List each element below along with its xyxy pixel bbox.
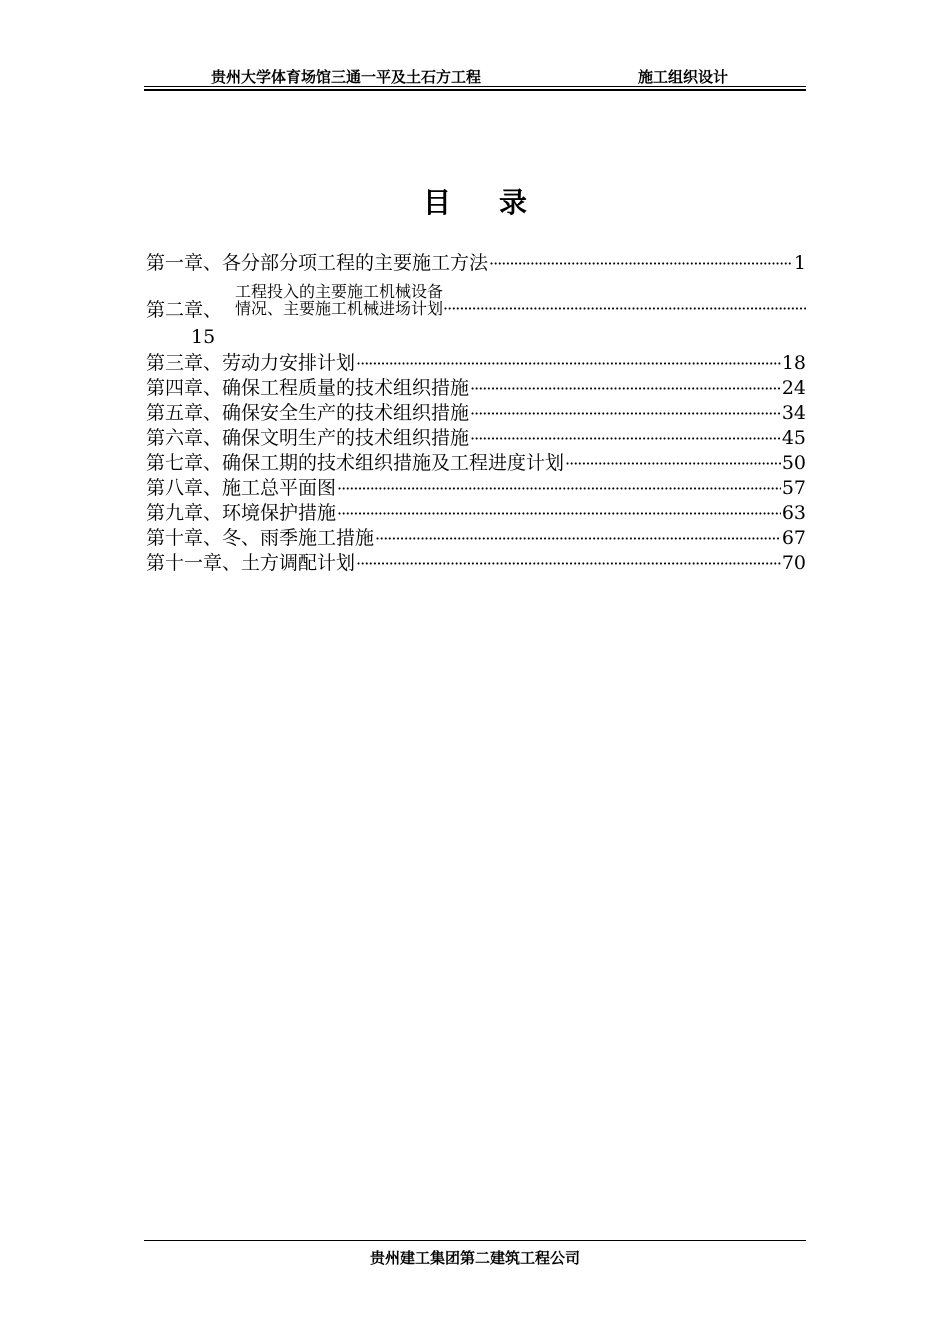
toc-leader-dots	[443, 300, 806, 317]
page-header	[144, 64, 806, 86]
toc-item-5[interactable]	[146, 401, 806, 426]
toc-leader-dots	[356, 351, 781, 376]
toc-item-page: 15	[191, 326, 216, 348]
toc-item-label-line2: 情况、主要施工机械进场计划	[235, 300, 444, 317]
toc-item-page: 50	[781, 452, 806, 474]
toc-item-1[interactable]	[146, 250, 806, 277]
toc-leader-dots	[489, 250, 793, 277]
toc-item-label: 第十章、冬、雨季施工措施	[146, 527, 375, 549]
toc-item-7[interactable]	[146, 451, 806, 476]
toc-leader-dots	[337, 501, 781, 526]
toc-item-2-page-row	[146, 323, 806, 351]
table-of-contents	[146, 250, 806, 576]
footer-company: 贵州建工集团第二建筑工程公司	[369, 1249, 580, 1267]
toc-item-label: 第六章、确保文明生产的技术组织措施	[146, 427, 470, 449]
toc-item-page: 24	[781, 377, 806, 399]
header-rule-thick	[144, 89, 806, 91]
toc-item-label: 第七章、确保工期的技术组织措施及工程进度计划	[146, 452, 565, 474]
toc-item-8[interactable]	[146, 476, 806, 501]
toc-item-page: 67	[781, 527, 806, 549]
toc-item-page: 57	[781, 477, 806, 499]
toc-leader-dots	[470, 401, 781, 426]
header-project-title: 贵州大学体育场馆三通一平及土石方工程	[211, 68, 482, 86]
toc-item-6[interactable]	[146, 426, 806, 451]
toc-leader-dots	[375, 526, 781, 551]
header-rule-thin	[144, 86, 806, 87]
toc-item-label-line1: 工程投入的主要施工机械设备	[235, 282, 444, 301]
toc-item-label: 第一章、各分部分项工程的主要施工方法	[146, 252, 489, 274]
toc-item-page: 63	[781, 502, 806, 524]
toc-leader-dots	[565, 451, 781, 476]
footer-rule	[144, 1240, 806, 1241]
toc-item-page: 18	[781, 352, 806, 374]
toc-item-3[interactable]	[146, 351, 806, 376]
header-document-type: 施工组织设计	[638, 68, 729, 86]
toc-item-2[interactable]	[146, 277, 806, 323]
toc-item-4[interactable]	[146, 376, 806, 401]
toc-leader-dots	[470, 426, 781, 451]
toc-leader-dots	[356, 551, 781, 576]
toc-item-label: 第九章、环境保护措施	[146, 502, 337, 524]
toc-item-label-line2-row	[235, 300, 806, 317]
toc-item-page: 45	[781, 427, 806, 449]
toc-item-page: 34	[781, 402, 806, 424]
toc-item-label: 第十一章、土方调配计划	[146, 552, 356, 574]
toc-item-label: 第五章、确保安全生产的技术组织措施	[146, 402, 470, 424]
toc-item-label: 第三章、劳动力安排计划	[146, 352, 356, 374]
toc-item-label: 第二章、	[146, 299, 223, 321]
toc-item-page: 1	[793, 252, 806, 274]
toc-item-label: 第八章、施工总平面图	[146, 477, 337, 499]
toc-item-9[interactable]	[146, 501, 806, 526]
toc-leader-dots	[470, 376, 781, 401]
toc-item-11[interactable]	[146, 551, 806, 576]
toc-title: 目录	[422, 186, 575, 219]
toc-leader-dots	[337, 476, 781, 501]
toc-item-label: 第四章、确保工程质量的技术组织措施	[146, 377, 470, 399]
toc-item-page: 70	[781, 552, 806, 574]
toc-item-10[interactable]	[146, 526, 806, 551]
